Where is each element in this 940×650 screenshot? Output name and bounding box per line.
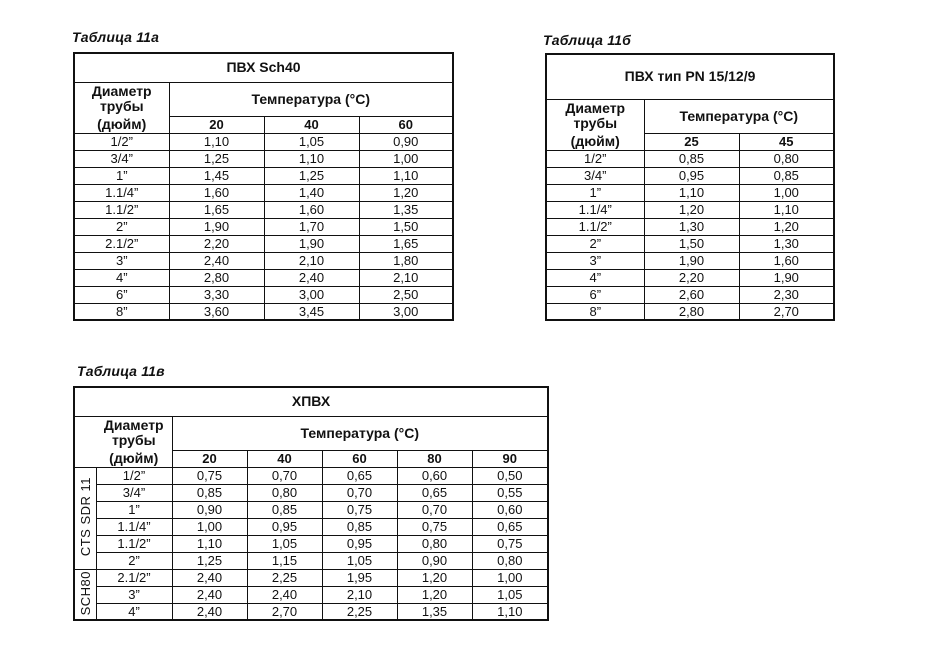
temperature-header: Температура (°С) — [172, 416, 548, 450]
diameter-cell: 2” — [74, 218, 169, 235]
table-row — [74, 303, 453, 320]
value-cell: 1,25 — [169, 150, 264, 167]
value-cell: 1,20 — [359, 184, 453, 201]
value-cell: 1,90 — [739, 269, 834, 286]
group-header-spacer — [74, 450, 96, 467]
group-label-cell — [74, 467, 96, 569]
temperature-column-header: 20 — [172, 450, 247, 467]
diameter-cell: 8” — [74, 303, 169, 320]
diameter-cell: 4” — [546, 269, 644, 286]
diameter-cell: 2.1/2” — [74, 235, 169, 252]
value-cell: 2,30 — [739, 286, 834, 303]
table-a — [73, 52, 454, 321]
value-cell: 0,95 — [644, 167, 739, 184]
table-row — [74, 484, 548, 501]
table-row — [546, 184, 834, 201]
temperature-column-header: 25 — [644, 133, 739, 150]
table-row — [74, 184, 453, 201]
temperature-column-header: 20 — [169, 116, 264, 133]
table-row — [546, 252, 834, 269]
temperature-column-header: 40 — [264, 116, 359, 133]
diameter-cell: 8” — [546, 303, 644, 320]
value-cell: 2,40 — [264, 269, 359, 286]
value-cell: 0,95 — [247, 518, 322, 535]
table-b — [545, 53, 835, 321]
diameter-cell: 3/4” — [546, 167, 644, 184]
table-c — [73, 386, 549, 621]
value-cell: 1,00 — [359, 150, 453, 167]
table-row — [74, 269, 453, 286]
value-cell: 1,30 — [644, 218, 739, 235]
group-header-spacer — [74, 416, 96, 450]
table-row — [546, 167, 834, 184]
temperature-header: Температура (°С) — [644, 99, 834, 133]
value-cell: 1,00 — [472, 569, 548, 586]
table-a-title: ПВХ Sch40 — [74, 53, 453, 82]
table-b-title: ПВХ тип PN 15/12/9 — [546, 54, 834, 99]
diameter-header-line2: трубы — [573, 115, 618, 132]
diameter-cell: 1.1/2” — [74, 201, 169, 218]
table-row — [74, 133, 453, 150]
value-cell: 1,35 — [397, 603, 472, 620]
table-row — [74, 218, 453, 235]
value-cell: 1,00 — [172, 518, 247, 535]
value-cell: 2,40 — [172, 586, 247, 603]
diameter-cell: 6” — [74, 286, 169, 303]
table-c-title: ХПВХ — [74, 387, 548, 416]
value-cell: 1,10 — [739, 201, 834, 218]
diameter-cell: 1.1/4” — [96, 518, 172, 535]
value-cell: 1,50 — [359, 218, 453, 235]
value-cell: 1,25 — [172, 552, 247, 569]
group-label-cell — [74, 569, 96, 620]
value-cell: 0,60 — [397, 467, 472, 484]
value-cell: 3,45 — [264, 303, 359, 320]
value-cell: 0,90 — [359, 133, 453, 150]
value-cell: 1,05 — [322, 552, 397, 569]
value-cell: 0,90 — [397, 552, 472, 569]
diameter-header — [546, 99, 644, 133]
diameter-cell: 2” — [96, 552, 172, 569]
diameter-cell: 3” — [546, 252, 644, 269]
value-cell: 1,30 — [739, 235, 834, 252]
diameter-header — [96, 416, 172, 450]
value-cell: 1,35 — [359, 201, 453, 218]
value-cell: 0,85 — [247, 501, 322, 518]
table-row — [74, 603, 548, 620]
diameter-cell: 1.1/4” — [546, 201, 644, 218]
diameter-cell: 2” — [546, 235, 644, 252]
value-cell: 2,80 — [644, 303, 739, 320]
value-cell: 0,85 — [739, 167, 834, 184]
table-row — [546, 218, 834, 235]
value-cell: 1,60 — [169, 184, 264, 201]
value-cell: 0,65 — [472, 518, 548, 535]
value-cell: 3,00 — [264, 286, 359, 303]
value-cell: 1,15 — [247, 552, 322, 569]
value-cell: 0,80 — [739, 150, 834, 167]
diameter-unit-header: (дюйм) — [74, 116, 169, 133]
value-cell: 0,80 — [397, 535, 472, 552]
value-cell: 0,70 — [247, 467, 322, 484]
diameter-header-line2: трубы — [111, 432, 156, 449]
value-cell: 0,85 — [644, 150, 739, 167]
value-cell: 1,90 — [264, 235, 359, 252]
value-cell: 0,75 — [172, 467, 247, 484]
table-row — [74, 235, 453, 252]
value-cell: 2,20 — [644, 269, 739, 286]
value-cell: 2,10 — [359, 269, 453, 286]
table-row — [74, 569, 548, 586]
value-cell: 2,70 — [247, 603, 322, 620]
value-cell: 2,20 — [169, 235, 264, 252]
value-cell: 1,50 — [644, 235, 739, 252]
value-cell: 1,65 — [359, 235, 453, 252]
diameter-cell: 2.1/2” — [96, 569, 172, 586]
diameter-cell: 6” — [546, 286, 644, 303]
value-cell: 2,40 — [169, 252, 264, 269]
table-row — [74, 150, 453, 167]
value-cell: 3,60 — [169, 303, 264, 320]
value-cell: 1,65 — [169, 201, 264, 218]
diameter-cell: 1.1/4” — [74, 184, 169, 201]
value-cell: 0,65 — [397, 484, 472, 501]
value-cell: 3,00 — [359, 303, 453, 320]
temperature-column-header: 90 — [472, 450, 548, 467]
value-cell: 0,75 — [322, 501, 397, 518]
value-cell: 0,90 — [172, 501, 247, 518]
value-cell: 2,40 — [172, 603, 247, 620]
table-row — [74, 467, 548, 484]
value-cell: 1,40 — [264, 184, 359, 201]
diameter-header-line2: трубы — [99, 98, 144, 115]
table-row — [546, 269, 834, 286]
value-cell: 0,85 — [172, 484, 247, 501]
table-row — [74, 501, 548, 518]
value-cell: 0,70 — [322, 484, 397, 501]
table-row — [74, 286, 453, 303]
value-cell: 2,40 — [247, 586, 322, 603]
value-cell: 1,25 — [264, 167, 359, 184]
value-cell: 1,20 — [739, 218, 834, 235]
diameter-cell: 3/4” — [96, 484, 172, 501]
value-cell: 1,05 — [472, 586, 548, 603]
table-row — [74, 552, 548, 569]
table-b-caption: Таблица 11б — [543, 32, 632, 48]
table-row — [546, 150, 834, 167]
diameter-cell: 4” — [96, 603, 172, 620]
value-cell: 1,10 — [172, 535, 247, 552]
diameter-header-line1: Диаметр — [565, 100, 626, 117]
diameter-cell: 1.1/2” — [96, 535, 172, 552]
table-row — [74, 535, 548, 552]
temperature-column-header: 45 — [739, 133, 834, 150]
value-cell: 2,10 — [322, 586, 397, 603]
value-cell: 0,75 — [397, 518, 472, 535]
group-label: CTS SDR 11 — [77, 476, 93, 557]
value-cell: 2,40 — [172, 569, 247, 586]
diameter-header-line1: Диаметр — [103, 417, 164, 434]
value-cell: 0,80 — [472, 552, 548, 569]
table-a-caption: Таблица 11а — [72, 29, 160, 45]
value-cell: 0,60 — [472, 501, 548, 518]
value-cell: 0,85 — [322, 518, 397, 535]
value-cell: 1,10 — [644, 184, 739, 201]
value-cell: 0,70 — [397, 501, 472, 518]
value-cell: 1,90 — [644, 252, 739, 269]
diameter-cell: 1.1/2” — [546, 218, 644, 235]
diameter-cell: 3/4” — [74, 150, 169, 167]
table-row — [74, 518, 548, 535]
value-cell: 0,65 — [322, 467, 397, 484]
value-cell: 1,05 — [247, 535, 322, 552]
table-row — [74, 252, 453, 269]
value-cell: 2,60 — [644, 286, 739, 303]
value-cell: 0,75 — [472, 535, 548, 552]
value-cell: 2,25 — [322, 603, 397, 620]
diameter-cell: 1/2” — [546, 150, 644, 167]
value-cell: 1,10 — [472, 603, 548, 620]
temperature-column-header: 60 — [322, 450, 397, 467]
value-cell: 2,70 — [739, 303, 834, 320]
table-row — [546, 235, 834, 252]
value-cell: 1,60 — [739, 252, 834, 269]
value-cell: 1,00 — [739, 184, 834, 201]
value-cell: 1,70 — [264, 218, 359, 235]
value-cell: 1,10 — [264, 150, 359, 167]
value-cell: 1,20 — [397, 586, 472, 603]
table-row — [546, 286, 834, 303]
value-cell: 1,20 — [397, 569, 472, 586]
value-cell: 1,95 — [322, 569, 397, 586]
value-cell: 1,05 — [264, 133, 359, 150]
value-cell: 2,25 — [247, 569, 322, 586]
diameter-unit-header: (дюйм) — [546, 133, 644, 150]
value-cell: 1,90 — [169, 218, 264, 235]
diameter-cell: 1” — [96, 501, 172, 518]
value-cell: 0,50 — [472, 467, 548, 484]
value-cell: 0,55 — [472, 484, 548, 501]
diameter-unit-header: (дюйм) — [96, 450, 172, 467]
table-c-caption: Таблица 11в — [77, 363, 165, 379]
diameter-header-line1: Диаметр — [91, 83, 152, 100]
diameter-cell: 1/2” — [96, 467, 172, 484]
diameter-cell: 1/2” — [74, 133, 169, 150]
temperature-column-header: 40 — [247, 450, 322, 467]
table-row — [74, 586, 548, 603]
diameter-cell: 3” — [74, 252, 169, 269]
temperature-header: Температура (°С) — [169, 82, 453, 116]
diameter-cell: 3” — [96, 586, 172, 603]
value-cell: 1,45 — [169, 167, 264, 184]
value-cell: 0,80 — [247, 484, 322, 501]
table-row — [546, 303, 834, 320]
value-cell: 2,80 — [169, 269, 264, 286]
value-cell: 1,60 — [264, 201, 359, 218]
value-cell: 2,10 — [264, 252, 359, 269]
value-cell: 1,80 — [359, 252, 453, 269]
diameter-cell: 1” — [546, 184, 644, 201]
value-cell: 3,30 — [169, 286, 264, 303]
value-cell: 0,95 — [322, 535, 397, 552]
diameter-header — [74, 82, 169, 116]
diameter-cell: 1” — [74, 167, 169, 184]
value-cell: 1,10 — [169, 133, 264, 150]
value-cell: 2,50 — [359, 286, 453, 303]
diameter-cell: 4” — [74, 269, 169, 286]
table-row — [546, 201, 834, 218]
value-cell: 1,10 — [359, 167, 453, 184]
value-cell: 1,20 — [644, 201, 739, 218]
temperature-column-header: 80 — [397, 450, 472, 467]
table-row — [74, 201, 453, 218]
table-row — [74, 167, 453, 184]
temperature-column-header: 60 — [359, 116, 453, 133]
group-label: SCH80 — [77, 570, 93, 615]
